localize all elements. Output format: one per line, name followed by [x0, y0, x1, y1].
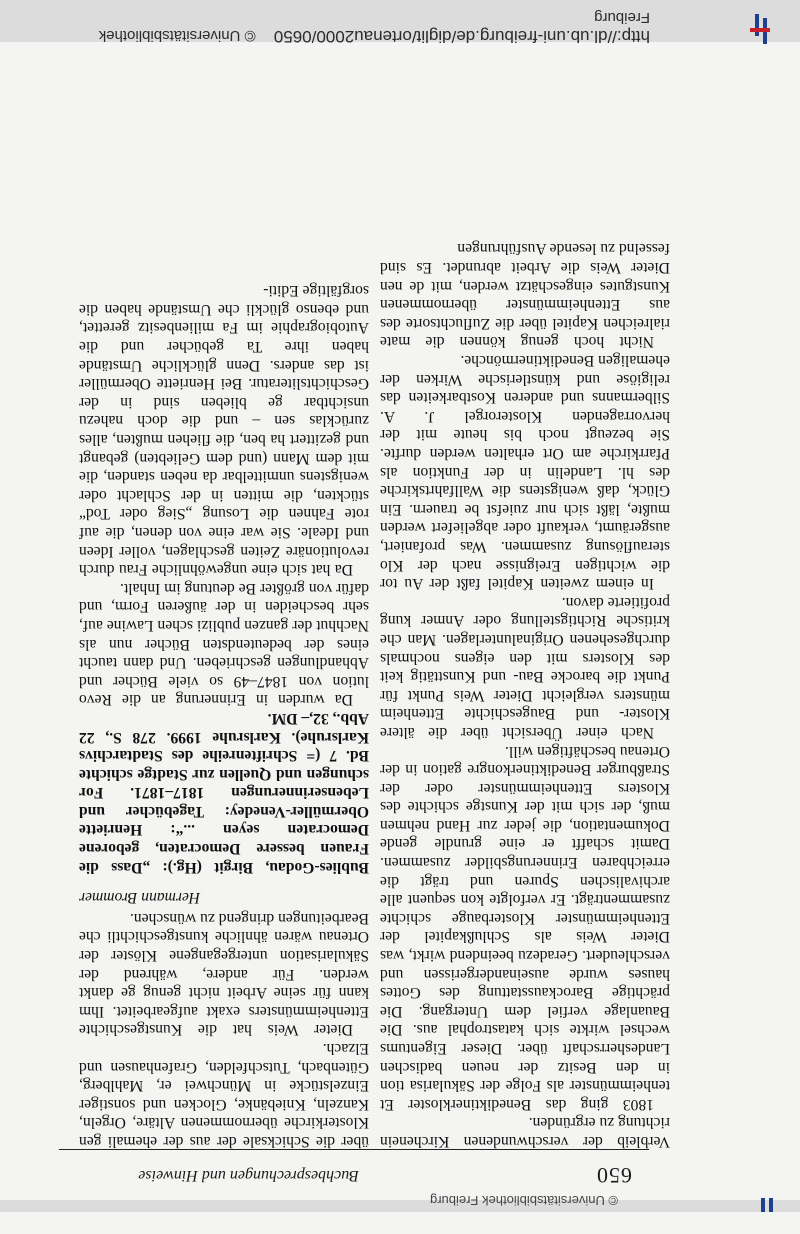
paragraph: 1803 ging das Benediktinerkloster Et tenheimmünster als Folge der Säkularisa tion in den Besitz der neuen badischen Landesherrschaft über. Dieser Eigentums wechsel wirkte sich katastrophal aus. Die Bauanlage verfiel dem Untergang. Die prächtige Barockausstattung des Gottes hauses wurde auseinandergerissen und verschleudert. Geradezu beeindend wirkt, was Dieter Weis als Schlußkapitel der Ettenheimmünster Klosterbauge schichte zusammenträgt. Er verfolgte kon sequent alle archivalischen Spuren und trägt die erreichbaren Erinnerungsbilder zusammen. Damit schafft er eine grundle gende Dokumentation, die jeder zur Hand nehmen muß, der sich mit der Kunstge schichte des Klosters Ettenheimmünster oder der Straßburger Benediktinerkongre gation in der Ortenau beschäftigen will. [380, 742, 670, 1113]
source-url[interactable]: http://dl.ub.uni-freiburg.de/diglit/ortenau2000/0650 [273, 27, 650, 46]
bottom-copyright-notice: © Universitätsbibliothek Freiburg [430, 1193, 619, 1208]
paragraph: Da hat sich eine ungewöhnliche Frau durch revolutionäre Zeiten geschlagen, voller Ideen und Ideale. Sie war eine von denen, die auf rote Fahnen die Losung „Sieg oder Tod“ stückten, die mitten in der Schlacht oder wenigstens unmittelbar da neben standen, die mit dem Mann (und dem Geliebten) gebangt und gezittert ha ben, die fliehen mußten, alles zurücklas sen – und die doch nahezu unsichtbar ge blieben sind in der Geschichtsliteratur. Bei Henriette Obermüller ist das anders. Denn glückliche Umstände haben ihre Ta gebücher und die Autobiographie im Fa milienbesitz gerettet, und ebenso glückli che Umstände haben die sorgfältige Editi- [79, 282, 369, 579]
paragraph: Verbleib der verschwundenen Kirchenein richtung zu ergründen. [380, 1114, 670, 1150]
running-head: Buchbesprechungen und Hinweise [138, 1167, 359, 1184]
review-signature: Hermann Brommer [79, 889, 201, 907]
left-column [380, 239, 670, 1150]
page-header [114, 1158, 774, 1188]
right-column [79, 281, 369, 1150]
paragraph: über die Schicksale der aus der ehemali gen Klosterkirche übernommenen Altäre, Orgeln, Kanzeln, Kniebänke, Glocken und sonstiger Einzelstücke in Münchwei er, Mahlberg, Gütenbach, Tutschfelden, Grafenhausen und Elzach. [79, 1040, 369, 1150]
paragraph: In einem zweiten Kapitel faßt der Au tor die wichtigen Ereignisse nach der Klo sterauflösung zusammen. Was profaniert, ausgeräumt, verkauft oder abgeliefert werden mußte, läßt sich nur zuiefst be trauern. Ein Glück, daß wenigstens die Wallfahrtskirche des hl. Landelin in der Funktion als Pfarrkirche am Ort erhalten werden durfte. Sie bezeugt noch bis heute mit der hervorragenden Klosterorgel J. A. Silbermanns und anderen Kostbarkeiten das religiöse und künstlerische Wirken der ehemaligen Benediktinermönche. [380, 352, 670, 593]
page-footer [90, 9, 650, 46]
book-citation: Bublies-Godau, Birgit (Hg.): „Dass die Frauen bessere Democraten, geborene Democraten seyen ...“: Henriette Obermüller-Venedey: Tagebücher und Lebenserinnerungen 1817–1871. For schungen und Quellen zur Stadtge schichte Bd. 7 (= Schriftenreihe des Stadtarchivs Karlsruhe). Karlsruhe 1999. 278 S., 22 Abb., 32,– DM. [79, 709, 369, 876]
paragraph: Da wurden in Erinnerung an die Revo lution von 1847–49 so viele Bücher und Abhandlungen geschrieben. Und dann taucht eines der bedeutendsten Bücher nun als Nachhut der ganzen publizi schen Lawine auf, sehr bescheiden in der äußeren Form, und dafür von größter Be deutung im Inhalt. [79, 579, 369, 709]
paragraph: Dieter Weis hat die Kunstgeschichte Ettenheimmünsters exakt aufgearbeitet. Ihm kann für seine Arbeit nicht genug ge dankt werden. Für andere, während der Säkularisation untergegangene Klöster der Ortenau wären ähnliche kunstgeschichtli che Bearbeitungen dringend zu wünschen. [79, 909, 369, 1039]
library-logo-icon [750, 8, 770, 44]
paragraph: Nach einer Übersicht über die ältere Kloster- und Baugeschichte Ettenheim münsters vergleicht Dieter Weis Punkt für Punkt die barocke Bau- und Kunsttätig keit des Klosters mit den eigens nochmals durchgesehenen Originalunterlagen. Man che kritische Richtigstellung oder Anmer kung profitierte davon. [380, 593, 670, 741]
copyright-notice: © Universitätsbibliothek Freiburg [98, 9, 650, 44]
library-logo-bottom-icon [758, 1198, 778, 1234]
page-number: 650 [596, 1163, 632, 1188]
paragraph: Nicht hoch genug können die mate rialreichen Kapitel über die Zufluchtsorte des aus Ettenheimmünster übernommenen Kunstgutes eingeschätzt werden, mit de nen Dieter Weis die Arbeit abrundet. Es sind fesselnd zu lesende Ausführungen [380, 240, 670, 351]
